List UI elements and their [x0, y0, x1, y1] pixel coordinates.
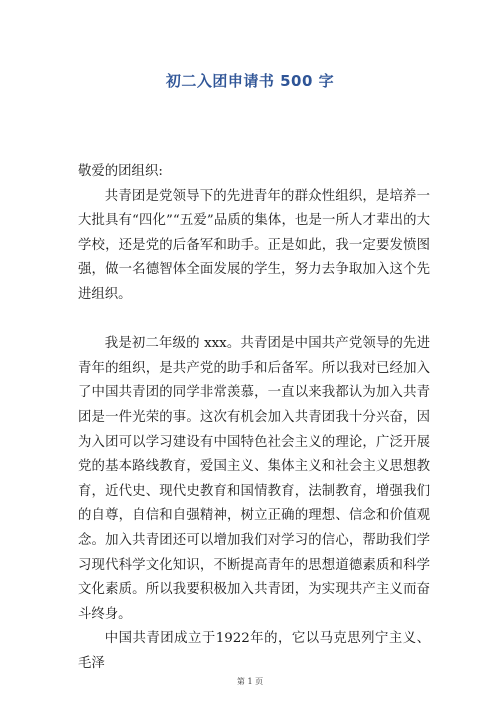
page-number: 第 1 页	[236, 677, 264, 686]
paragraph-2: 我是初二年级的 xxx。共青团是中国共产党领导的先进青年的组织，是共产党的助手和后备军。所以我对已经加入了中国共青团的同学非常羡慕，一直以来我都认为加入共青团是一件光荣的事。这次有机会加入共青团我十分兴奋，因为入团可以学习建设有中国特色社会主义的理论，广泛开展党的基本路线教育，爱国主义、集体主义和社会主义思想教育，近代史、现代史教育和国情教育，法制教育，增强我们的自尊，自信和自强精神，树立正确的理想、信念和价值观念。加入共青团还可以增加我们对学习的信心，帮助我们学习现代科学文化知识，不断提高青年的思想道德素质和科学文化素质。所以我要积极加入共青团，为实现共产主义而奋斗终身。	[78, 336, 430, 622]
document-body	[78, 160, 430, 676]
document-title: 初二入团申请书 500 字	[165, 72, 335, 90]
paragraph-1: 共青团是党领导下的先进青年的群众性组织，是培养一大批具有“四化”“五爱”品质的集体，也是一所人才辈出的大学校，还是党的后备军和助手。正是如此，我一定要发愤图强，做一名德智体全面发展的学生，努力去争取加入这个先进组织。	[78, 188, 430, 302]
paragraph-3: 中国共青团成立于1922年的，它以马克思列宁主义、毛泽	[78, 631, 430, 671]
salutation: 敬爱的团组织:	[78, 164, 163, 179]
paragraph-gap	[78, 308, 430, 333]
